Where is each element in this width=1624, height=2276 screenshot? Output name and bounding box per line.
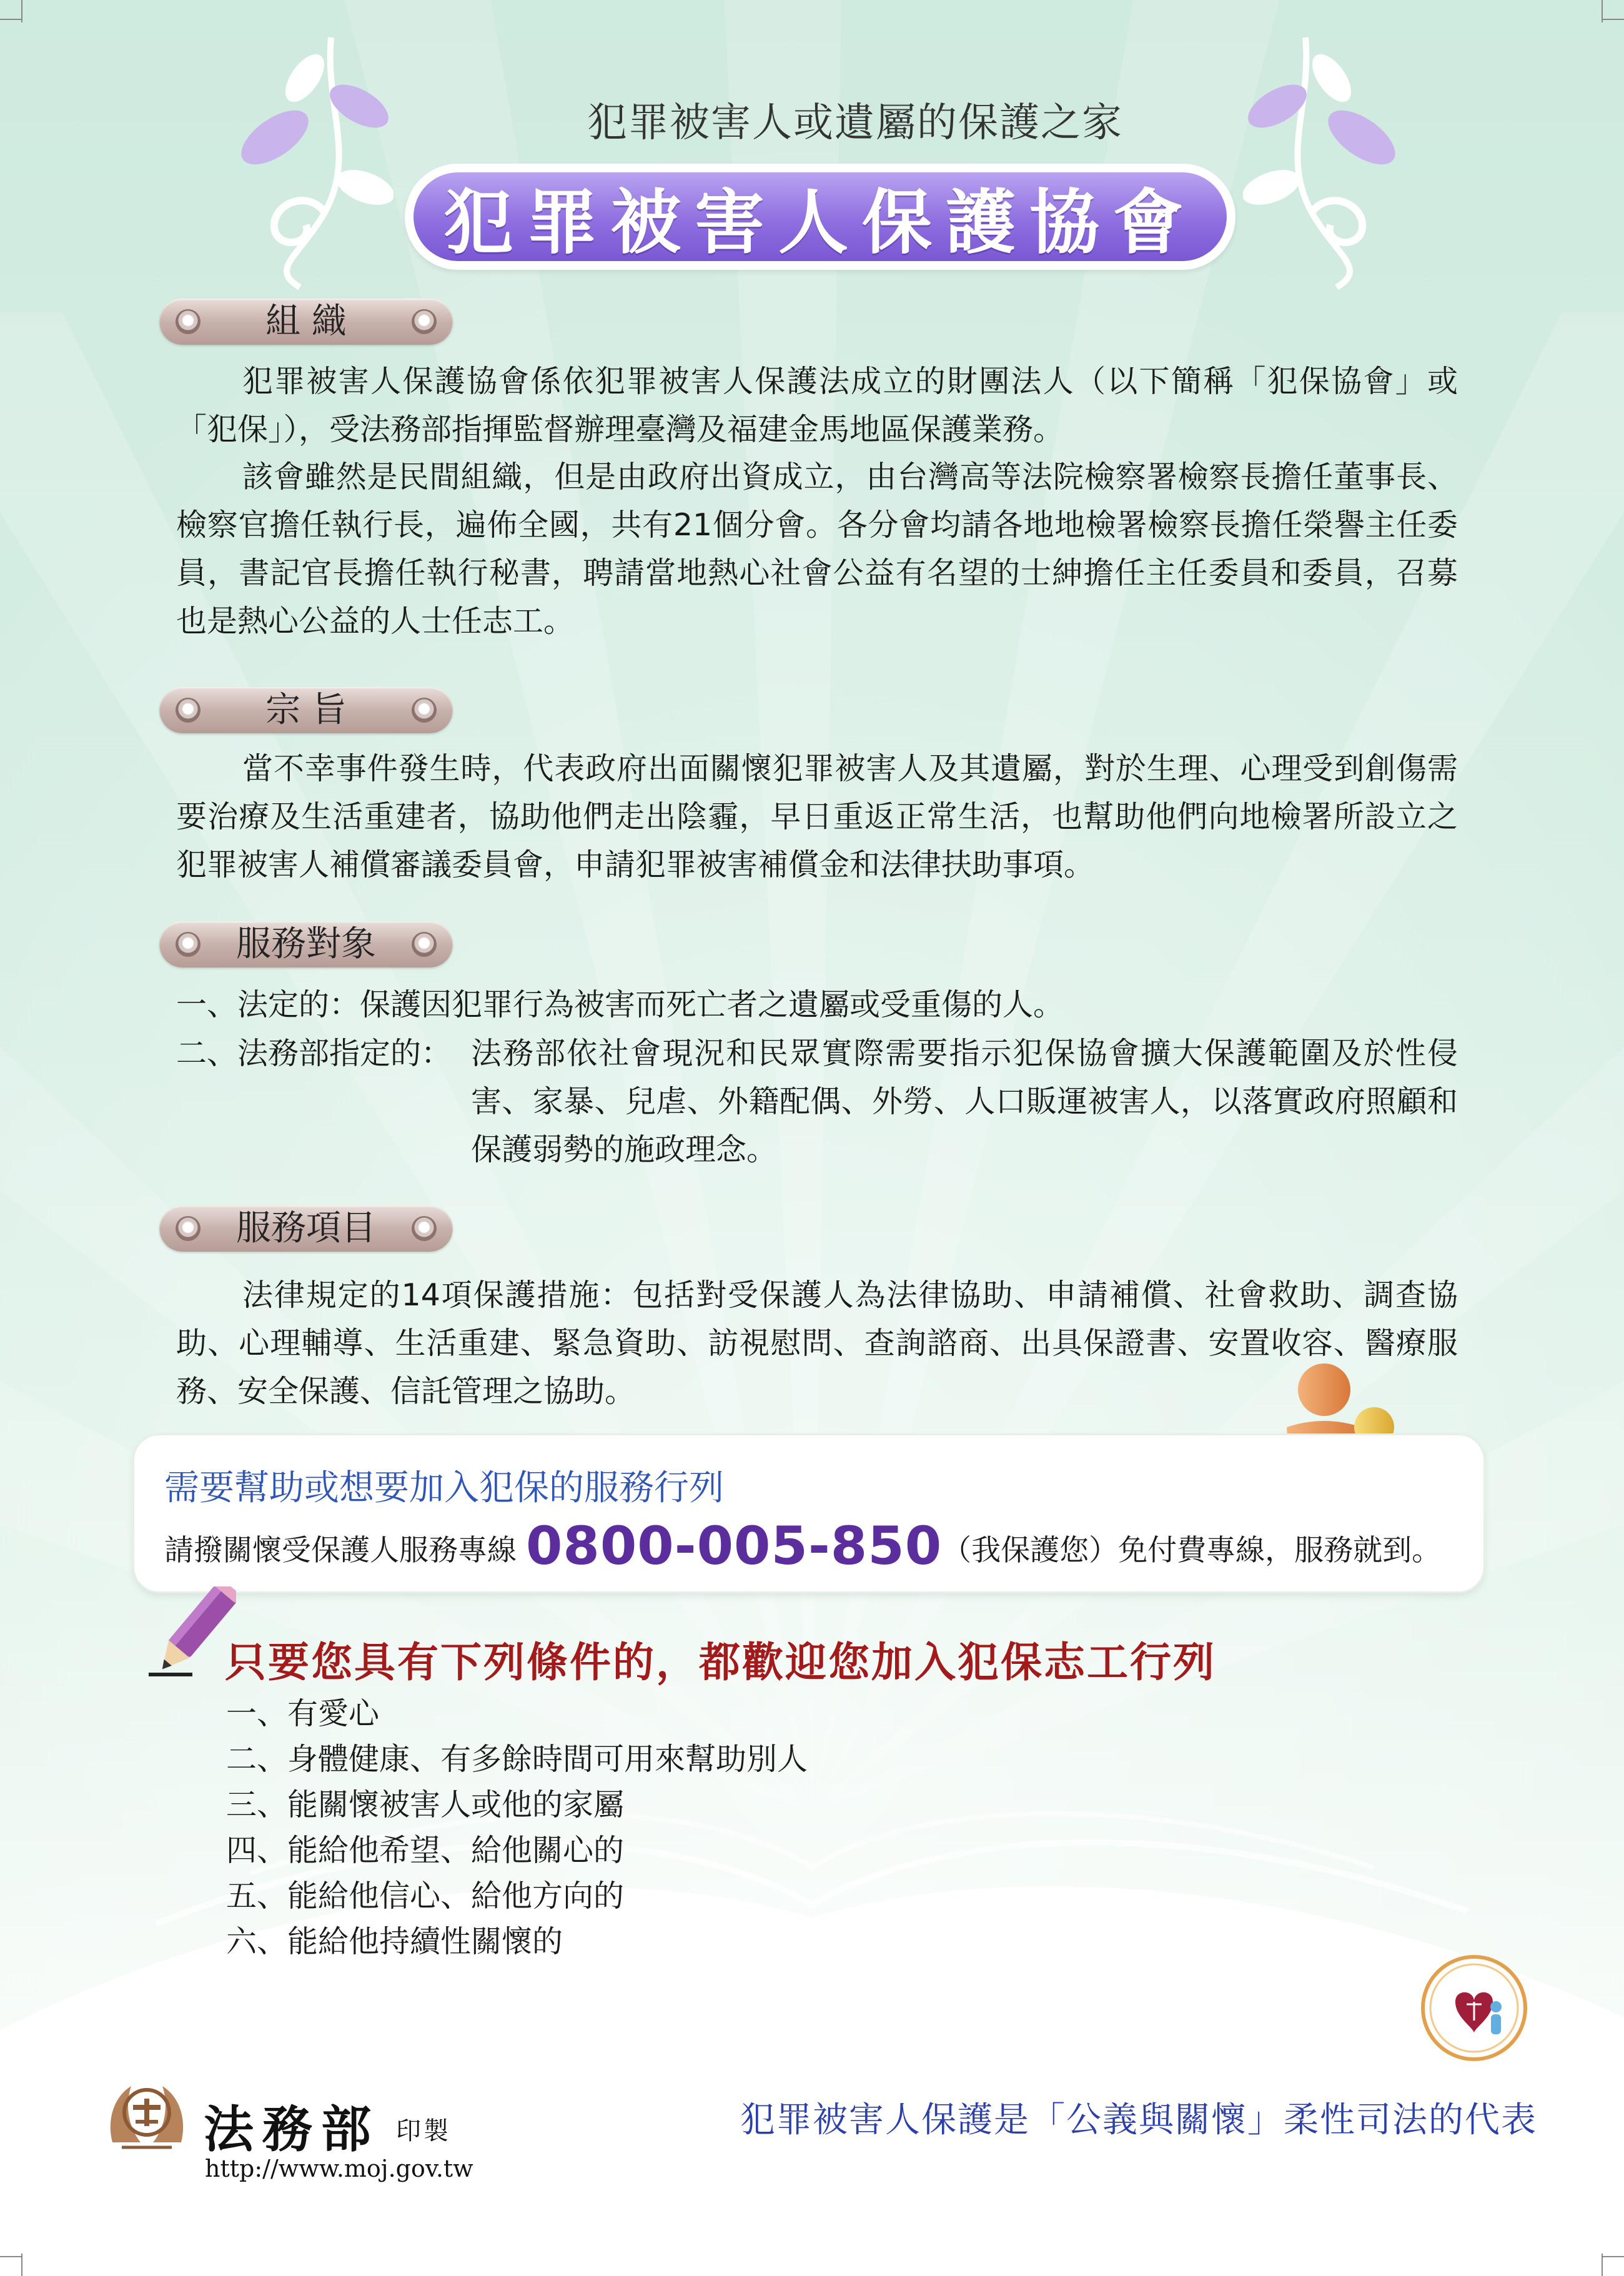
section-heading-organization: 組 織 [159,299,453,345]
hotline-suffix: （我保護您）免付費專線，服務就到。 [942,1533,1442,1568]
leaf-vine-icon [231,31,394,294]
printed-label: 印製 [396,2117,451,2145]
target-item-statutory [176,981,1064,1029]
volunteer-condition-item: 四、能給他希望、給他關心的 [226,1833,625,1868]
volunteer-condition-item: 二、身體健康、有多餘時間可用來幫助別人 [226,1741,808,1777]
organization-paragraph-2: 該會雖然是民間組織，但是由政府出資成立，由台灣高等法院檢察署檢察長擔任董事長、檢察官擔任執行長，遍佈全國，共有21個分會。各分會均請各地地檢署檢察長擔任榮譽主任委員，書記官長擔任執行秘書，聘請當地熱心社會公益有名望的士紳擔任主任委員和委員，召募也是熱心公益的人士任志工。 [176,459,1458,639]
crop-mark [21,0,22,22]
volunteer-title: 只要您具有下列條件的，都歡迎您加入犯保志工行列 [225,1638,1216,1686]
target-item-text: 保護因犯罪行為被害而死亡者之遺屬或受重傷的人。 [360,987,1064,1022]
section-heading-services: 服務項目 [159,1205,453,1252]
crop-mark [0,2256,22,2257]
footer-slogan: 犯罪被害人保護是「公義與關懷」柔性司法的代表 [740,2100,1537,2140]
section-heading-purpose: 宗 旨 [159,687,453,733]
pencil-icon [149,1586,236,1680]
organization-paragraph-1: 犯罪被害人保護協會係依犯罪被害人保護法成立的財團法人（以下簡稱「犯保協會」或「犯保」），受法務部指揮監督辦理臺灣及福建金馬地區保護業務。 [176,364,1458,447]
crop-mark [1602,2254,1603,2276]
services-paragraph: 法律規定的14項保護措施：包括對受保護人為法律協助、申請補償、社會救助、調查協助、心理輔導、生活重建、緊急資助、訪視慰問、查詢諮商、出具保證書、安置收容、醫療服務、安全保護、信託管理之協助。 [176,1277,1458,1409]
leaf-vine-icon [1243,31,1405,294]
volunteer-condition-item: 六、能給他持續性關懷的 [226,1924,563,1959]
hotline-prefix: 請撥關懷受保護人服務專線 [164,1533,526,1568]
crop-mark [1602,0,1603,22]
volunteer-condition-item: 三、能關懷被害人或他的家屬 [226,1787,625,1823]
section-heading-targets: 服務對象 [159,921,453,967]
ministry-url-link[interactable]: http://www.moj.gov.tw [205,2155,473,2182]
hotline-number[interactable]: 0800-005-850 [525,1515,943,1576]
target-item-designated-label: 二、法務部指定的： [176,1036,452,1071]
crop-mark [1602,2256,1624,2257]
crop-mark [1602,19,1624,20]
poster-title-banner [405,164,1235,270]
poster-title: 犯罪被害人保護協會 [443,182,1197,264]
volunteer-condition-item: 五、能給他信心、給他方向的 [226,1878,625,1914]
pill-dot-icon [412,932,437,957]
crop-mark [0,19,22,20]
purpose-paragraph: 當不幸事件發生時，代表政府出面關懷犯罪被害人及其遺屬，對於生理、心理受到創傷需要治療及生活重建者，協助他們走出陰霾，早日重返正常生活，也幫助他們向地檢署所設立之犯罪被害人補償審議委員會，申請犯罪被害補償金和法律扶助事項。 [176,751,1458,883]
hotline-line [164,1515,1476,1576]
ministry-name: 法務部 [204,2100,380,2159]
association-seal-icon [1418,1952,1530,2064]
moj-emblem-icon [103,2074,191,2155]
pill-dot-icon [412,1216,437,1241]
crop-mark [21,2254,22,2276]
poster-subtitle: 犯罪被害人或遺屬的保護之家 [587,100,1123,146]
target-item-designated-text: 法務部依社會現況和民眾實際需要指示犯保協會擴大保護範圍及於性侵害、家暴、兒虐、外籍配偶、外勞、人口販運被害人，以落實政府照顧和保護弱勢的施政理念。 [471,1036,1458,1167]
hotline-title: 需要幫助或想要加入犯保的服務行列 [164,1468,724,1508]
volunteer-condition-item: 一、有愛心 [226,1696,380,1731]
pill-dot-icon [412,698,437,723]
pill-dot-icon [412,309,437,334]
hotline-box [134,1435,1483,1591]
target-item-label: 一、法定的： [176,987,360,1022]
